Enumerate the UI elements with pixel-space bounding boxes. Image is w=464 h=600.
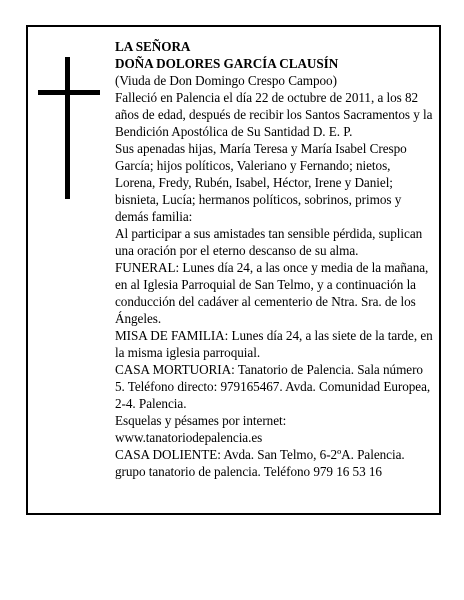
cross-vertical-bar	[65, 57, 70, 199]
request-paragraph: Al participar a sus amistades tan sensible pérdida, suplican una oración por el eterno descanso de su alma.	[115, 226, 423, 258]
widow-line: (Viuda de Don Domingo Crespo Campoo)	[115, 73, 337, 88]
funeral-paragraph: FUNERAL: Lunes día 24, a las once y media de la mañana, en al Iglesia Parroquial de San Telmo, y a continuación la conducción del cadáver al cementerio de Ntra. Sra. de los Ángeles.	[115, 260, 429, 326]
notice-text	[115, 38, 433, 480]
title-line: LA SEÑORA	[115, 39, 191, 54]
cross-horizontal-bar	[38, 90, 100, 95]
death-paragraph: Falleció en Palencia el día 22 de octubre de 2011, a los 82 años de edad, después de recibir los Santos Sacramentos y la Bendición Apostólica de Su Santidad D. E. P.	[115, 90, 433, 139]
cross-icon	[38, 57, 100, 199]
family-mass-paragraph: MISA DE FAMILIA: Lunes día 24, a las siete de la tarde, en la misma iglesia parroquial.	[115, 328, 433, 360]
family-paragraph: Sus apenadas hijas, María Teresa y María Isabel Crespo García; hijos políticos, Valeriano y Fernando; nietos, Lorena, Fredy, Rubén, Isabel, Héctor, Irene y Daniel; bisnieta, Lucía; hermanos políticos, sobrinos, primos y demás familia:	[115, 141, 407, 224]
mortuary-paragraph: CASA MORTUORIA: Tanatorio de Palencia. Sala número 5. Teléfono directo: 979165467. Avda. Comunidad Europea, 2-4. Palencia.	[115, 362, 431, 411]
mourning-house-paragraph: CASA DOLIENTE: Avda. San Telmo, 6-2ºA. Palencia.	[115, 447, 405, 462]
obituary-notice	[26, 25, 441, 515]
deceased-name: DOÑA DOLORES GARCÍA CLAUSÍN	[115, 56, 339, 71]
footer-line: grupo tanatorio de palencia. Teléfono 979 16 53 16	[115, 464, 382, 479]
internet-paragraph: Esquelas y pésames por internet: www.tanatoriodepalencia.es	[115, 413, 287, 445]
